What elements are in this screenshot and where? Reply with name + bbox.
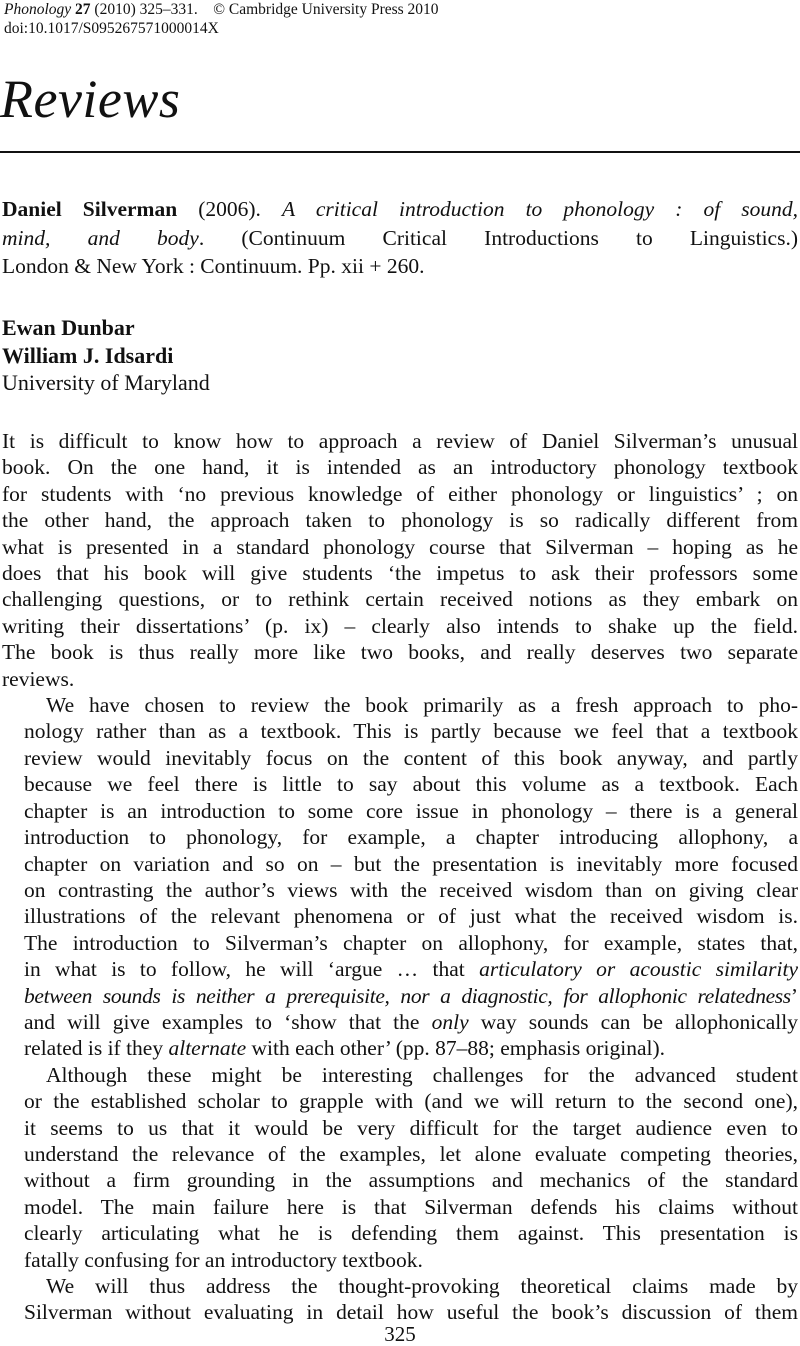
journal-citation-line <box>4 0 439 19</box>
text-line: introduction to phonology, for example, a chapter introducing allophony, a <box>24 825 798 850</box>
text-line <box>2 1035 798 1061</box>
reviewer-1: Ewan Dunbar <box>2 315 135 340</box>
title-rule <box>0 151 800 153</box>
paragraph-4 <box>2 1273 798 1326</box>
text-line: chapter on variation and so on – but the presentation is inevitably more focused <box>24 851 798 876</box>
doi: doi:10.1017/S095267571000014X <box>4 20 219 37</box>
text-run: and will give examples to ‘show that the <box>24 1009 432 1034</box>
copyright-notice: © Cambridge University Press 2010 <box>213 1 439 18</box>
paragraph-2 <box>2 692 798 1062</box>
section-title: Reviews <box>0 69 181 129</box>
book-citation <box>2 195 798 281</box>
text-line <box>2 1009 798 1035</box>
journal-name: Phonology <box>4 1 72 18</box>
running-header <box>4 0 439 38</box>
text-line: It is difficult to know how to approach a review of Daniel Silverman’s unusual <box>2 429 798 453</box>
text-line: reviews. <box>2 666 75 691</box>
paragraph-1 <box>2 428 798 692</box>
citation-line-2 <box>2 224 798 253</box>
text-line <box>2 956 798 982</box>
text-line: book. On the one hand, it is intended as an introductory phonology textbook <box>2 455 798 480</box>
text-line: on contrasting the author’s views with the received wisdom than on giving clear <box>24 877 798 902</box>
book-title-part1: A critical introduction to phonology : of sound, <box>282 197 798 221</box>
text-line: because we feel there is little to say about this volume as a textbook. Each <box>24 772 798 797</box>
text-line: review would inevitably focus on the content of this book anyway, and partly <box>24 745 798 770</box>
text-run: with each other’ (pp. 87–88; emphasis original). <box>246 1036 666 1061</box>
text-line: We have chosen to review the book primarily as a fresh approach to pho- <box>46 693 798 718</box>
text-line: clearly articulating what he is defending them against. This presentation is <box>24 1221 798 1246</box>
book-author: Daniel Silverman <box>2 197 178 221</box>
text-line: writing their dissertations’ (p. ix) – clearly also intends to shake up the field. <box>2 613 798 638</box>
book-title-part2: mind, and body <box>2 225 199 250</box>
text-line: The book is thus really more like two books, and really deserves two separate <box>2 640 798 665</box>
review-body <box>2 428 798 1326</box>
text-line <box>2 983 798 1009</box>
text-line: Silverman without evaluating in detail how useful the book’s discussion of them <box>24 1300 798 1325</box>
journal-volume: 27 <box>75 1 91 18</box>
text-line: without a firm grounding in the assumptions and mechanics of the standard <box>24 1168 798 1193</box>
text-line: The introduction to Silverman’s chapter on allophony, for example, states that, <box>24 930 798 955</box>
text-line: nology rather than as a textbook. This is partly because we feel that a textbook <box>24 719 798 744</box>
journal-year-pages: (2010) 325–331. <box>94 1 198 18</box>
emphasis-run: between sounds is neither a prerequisite, nor a diagnostic, for allophonic relatedness <box>24 983 791 1008</box>
text-run: way sounds can be allophonically <box>468 1009 798 1034</box>
text-line: We will thus address the thought-provoking theoretical claims made by <box>46 1274 798 1298</box>
book-series: . (Continuum Critical Introductions to Linguistics.) <box>198 225 798 250</box>
text-line: Although these might be interesting challenges for the advanced student <box>46 1062 798 1087</box>
text-line: for students with ‘no previous knowledge of either phonology or linguistics’ ; on <box>2 481 798 506</box>
text-line: understand the relevance of the examples, let alone evaluate competing theories, <box>24 1141 798 1166</box>
text-line: fatally confusing for an introductory textbook. <box>24 1247 423 1272</box>
page-number: 325 <box>384 1322 416 1346</box>
text-run: related is if they <box>24 1036 169 1061</box>
emphasis-run: alternate <box>168 1036 247 1061</box>
reviewer-2: William J. Idsardi <box>2 342 174 368</box>
text-line: challenging questions, or to rethink certain received notions as they embark on <box>2 587 798 612</box>
book-year: (2006). <box>198 197 261 221</box>
text-line: what is presented in a standard phonology course that Silverman – hoping as he <box>2 534 798 559</box>
reviewer-affiliation: University of Maryland <box>2 370 210 395</box>
text-line: it seems to us that it would be very difficult for the target audience even to <box>24 1115 798 1140</box>
reviewer-block <box>2 314 210 397</box>
text-line: or the established scholar to grapple with (and we will return to the second one), <box>24 1089 798 1114</box>
citation-line-1 <box>2 195 798 224</box>
text-run: ’ <box>790 983 798 1008</box>
text-line: the other hand, the approach taken to phonology is so radically different from <box>2 508 798 533</box>
text-line: illustrations of the relevant phenomena or of just what the received wisdom is. <box>24 904 798 929</box>
emphasis-run: only <box>431 1009 469 1034</box>
emphasis-run: articulatory or acoustic similarity <box>479 957 798 982</box>
paragraph-3 <box>2 1062 798 1273</box>
text-line: does that his book will give students ‘the impetus to ask their professors some <box>2 561 798 586</box>
book-publisher: London & New York : Continuum. Pp. xii + 260. <box>2 254 425 278</box>
text-line: chapter is an introduction to some core issue in phonology – there is a general <box>24 798 798 823</box>
text-run: in what is to follow, he will ‘argue … that <box>24 957 480 982</box>
text-line: model. The main failure here is that Silverman defends his claims without <box>24 1194 798 1219</box>
